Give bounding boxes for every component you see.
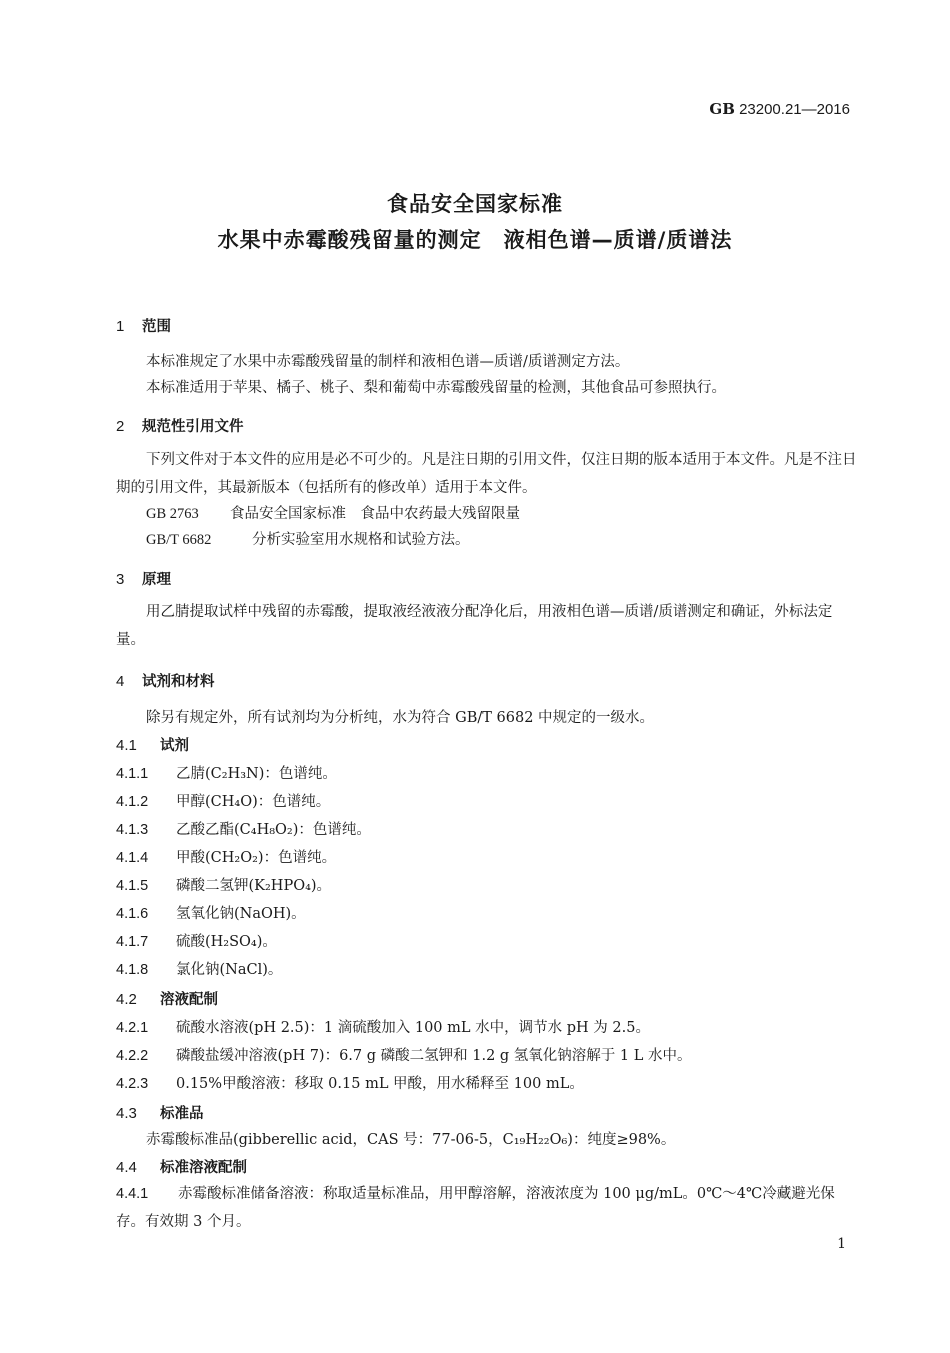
item-text: 0.15%甲酸溶液：移取 0.15 mL 甲酸，用水稀释至 100 mL。 — [176, 1076, 584, 1092]
list-item — [116, 902, 306, 923]
item-number: 4.2.1 — [116, 1020, 149, 1036]
item-number: 4.2.2 — [116, 1048, 149, 1064]
item-text: 甲酸(CH₂O₂)：色谱纯。 — [176, 850, 337, 866]
section-1-paragraph-2: 本标准适用于苹果、橘子、桃子、梨和葡萄中赤霉酸残留量的检测，其他食品可参照执行。 — [146, 380, 726, 396]
reference-title: 分析实验室用水规格和试验方法。 — [252, 532, 470, 548]
item-number: 4.1.1 — [116, 766, 149, 782]
item-number: 4.1.8 — [116, 962, 149, 978]
subsection-title: 溶液配制 — [160, 992, 218, 1008]
item-number: 4.1.4 — [116, 850, 149, 866]
list-item — [116, 818, 371, 839]
list-item — [116, 930, 277, 951]
list-item — [116, 1044, 691, 1065]
reference-title: 食品安全国家标准 食品中农药最大残留限量 — [230, 506, 520, 522]
section-4-heading — [116, 670, 215, 691]
normative-reference-1 — [146, 502, 520, 523]
normative-reference-2 — [146, 528, 470, 549]
subsection-4-4-1 — [116, 1180, 858, 1236]
section-title: 规范性引用文件 — [142, 419, 244, 435]
section-3-paragraph-1: 用乙腈提取试样中残留的赤霉酸，提取液经液液分配净化后，用液相色谱—质谱/质谱测定和确证，外标法定量。 — [116, 604, 833, 648]
section-4-paragraph-1: 除另有规定外，所有试剂均为分析纯，水为符合 GB/T 6682 中规定的一级水。 — [146, 710, 655, 726]
section-title: 原理 — [142, 572, 171, 588]
section-title: 试剂和材料 — [142, 674, 215, 690]
subsection-number: 4.2 — [116, 991, 137, 1008]
item-number: 4.2.3 — [116, 1076, 149, 1092]
section-number: 4 — [116, 673, 125, 690]
item-number: 4.1.6 — [116, 906, 149, 922]
list-item — [116, 958, 282, 979]
item-text: 乙酸乙酯(C₄H₈O₂)：色谱纯。 — [176, 822, 371, 838]
subsection-title: 标准品 — [160, 1106, 204, 1122]
section-number: 3 — [116, 571, 125, 588]
reference-code: GB/T 6682 — [146, 532, 212, 548]
item-number: 4.1.7 — [116, 934, 149, 950]
item-text: 硫酸水溶液(pH 2.5)：1 滴硫酸加入 100 mL 水中，调节水 pH 为 2.5。 — [176, 1020, 650, 1036]
section-3-heading — [116, 568, 171, 589]
document-title-line2: 水果中赤霉酸残留量的测定 液相色谱—质谱/质谱法 — [217, 228, 733, 252]
section-number: 2 — [116, 418, 125, 435]
subsection-number: 4.3 — [116, 1105, 137, 1122]
item-text: 氯化钠(NaCl)。 — [176, 962, 283, 978]
section-2-paragraph-1: 下列文件对于本文件的应用是必不可少的。凡是注日期的引用文件，仅注日期的版本适用于本文件。凡是不注日期的引用文件，其最新版本（包括所有的修改单）适用于本文件。 — [116, 452, 857, 496]
section-1-heading — [116, 315, 171, 336]
subsection-number: 4.4 — [116, 1159, 137, 1176]
list-item — [116, 790, 330, 811]
item-text: 乙腈(C₂H₃N)：色谱纯。 — [176, 766, 337, 782]
section-1-paragraph-1: 本标准规定了水果中赤霉酸残留量的制样和液相色谱—质谱/质谱测定方法。 — [146, 354, 630, 370]
item-text: 磷酸二氢钾(K₂HPO₄)。 — [176, 878, 332, 894]
item-text: 赤霉酸标准储备溶液：称取适量标准品，用甲醇溶解，溶液浓度为 100 μg/mL。0℃～4℃冷藏避光保存。有效期 3 个月。 — [116, 1186, 835, 1230]
page-number: 1 — [837, 1236, 846, 1252]
section-2-heading — [116, 415, 244, 436]
subsection-4-3-heading — [116, 1102, 204, 1123]
item-number: 4.1.3 — [116, 822, 149, 838]
item-number: 4.4.1 — [116, 1186, 149, 1202]
standard-prefix: GB — [709, 100, 735, 118]
subsection-title: 标准溶液配制 — [160, 1160, 247, 1176]
item-number: 4.1.2 — [116, 794, 149, 810]
reference-code: GB 2763 — [146, 506, 199, 522]
standard-number — [709, 100, 850, 118]
subsection-title: 试剂 — [160, 738, 189, 754]
list-item — [116, 1016, 650, 1037]
list-item — [116, 846, 336, 867]
item-text: 甲醇(CH₄O)：色谱纯。 — [176, 794, 331, 810]
item-text: 氢氧化钠(NaOH)。 — [176, 906, 306, 922]
item-text: 磷酸盐缓冲溶液(pH 7)：6.7 g 磷酸二氢钾和 1.2 g 氢氧化钠溶解于 1 L 水中。 — [176, 1048, 692, 1064]
subsection-number: 4.1 — [116, 737, 137, 754]
item-number: 4.1.5 — [116, 878, 149, 894]
section-number: 1 — [116, 318, 125, 335]
document-title-line1: 食品安全国家标准 — [387, 192, 563, 216]
subsection-4-3-text: 赤霉酸标准品(gibberellic acid，CAS 号：77-06-5，C₁₉H₂₂O₆)：纯度≥98%。 — [146, 1132, 676, 1148]
subsection-4-4-heading — [116, 1156, 247, 1177]
list-item — [116, 1072, 584, 1093]
section-title: 范围 — [142, 319, 171, 335]
subsection-4-1-heading — [116, 734, 189, 755]
list-item — [116, 762, 337, 783]
list-item — [116, 874, 331, 895]
item-text: 硫酸(H₂SO₄)。 — [176, 934, 277, 950]
standard-code: 23200.21—2016 — [739, 101, 850, 118]
subsection-4-2-heading — [116, 988, 218, 1009]
